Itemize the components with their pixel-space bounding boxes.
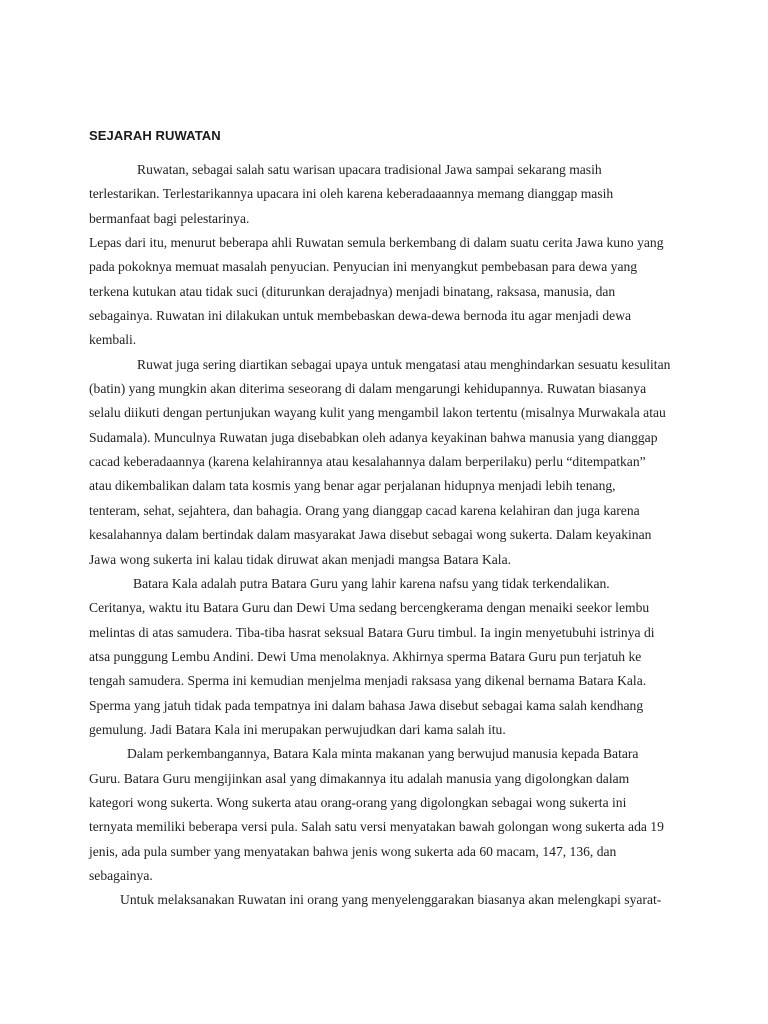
text-line: terkena kutukan atau tidak suci (diturunkan derajadnya) menjadi binatang, raksasa, manusia, dan [89, 283, 616, 299]
text-line: Sudamala). Munculnya Ruwatan juga disebabkan oleh adanya keyakinan bahwa manusia yang dianggap [89, 429, 658, 445]
text-line: kesalahannya dalam bertindak dalam masyarakat Jawa disebut sebagai wong sukerta. Dalam keyakinan [89, 527, 652, 543]
text-line: gemulung. Jadi Batara Kala ini merupakan perwujudkan dari kama salah itu. [89, 721, 506, 737]
text-line: Ceritanya, waktu itu Batara Guru dan Dewi Uma sedang bercengkerama dengan menaiki seekor lembu [89, 600, 650, 616]
text-line: atau dikembalikan dalam tata kosmis yang benar agar perjalanan hidupnya menjadi lebih tenang, [89, 478, 616, 494]
text-line: terlestarikan. Terlestarikannya upacara ini oleh karena keberadaaannya memang dianggap masih [89, 186, 614, 202]
text-line: Untuk melaksanakan Ruwatan ini orang yang menyelenggarakan biasanya akan melengkapi syarat- [120, 892, 662, 908]
text-line: Dalam perkembangannya, Batara Kala minta makanan yang berwujud manusia kepada Batara [127, 746, 639, 762]
text-line: sebagainya. Ruwatan ini dilakukan untuk membebaskan dewa-dewa bernoda itu agar menjadi dewa [89, 308, 632, 324]
text-line: Sperma yang jatuh tidak pada tempatnya ini dalam bahasa Jawa disebut sebagai kama salah kendhang [89, 697, 644, 713]
text-line: Guru. Batara Guru mengijinkan asal yang dimakannya itu adalah manusia yang digolongkan dalam [89, 770, 630, 786]
text-line: ternyata memiliki beberapa versi pula. Salah satu versi menyatakan bawah golongan wong sukerta ada 19 [89, 819, 664, 835]
document-title: SEJARAH RUWATAN [89, 128, 221, 143]
text-line: Lepas dari itu, menurut beberapa ahli Ruwatan semula berkembang di dalam suatu cerita Jawa kuno yang [89, 235, 664, 251]
text-line: jenis, ada pula sumber yang menyatakan bahwa jenis wong sukerta ada 60 macam, 147, 136, dan [89, 843, 617, 859]
text-line: sebagainya. [89, 867, 153, 883]
text-line: tenteram, sehat, sejahtera, dan bahagia. Orang yang dianggap cacad karena kelahiran dan juga karena [89, 502, 640, 518]
text-line: Batara Kala adalah putra Batara Guru yang lahir karena nafsu yang tidak terkendalikan. [133, 575, 610, 591]
text-line: tengah samudera. Sperma ini kemudian menjelma menjadi raksasa yang dikenal bernama Batara Kala. [89, 673, 647, 689]
text-line: Jawa wong sukerta ini kalau tidak diruwat akan menjadi mangsa Batara Kala. [89, 551, 512, 567]
text-line: kembali. [89, 332, 137, 348]
text-line: (batin) yang mungkin akan diterima seseorang di dalam mengarungi kehidupannya. Ruwatan biasanya [89, 381, 647, 397]
text-line: melintas di atas samudera. Tiba-tiba hasrat seksual Batara Guru timbul. Ia ingin menyetubuhi istrinya di [89, 624, 655, 640]
text-line: pada pokoknya memuat masalah penyucian. Penyucian ini menyangkut pembebasan para dewa yang [89, 259, 638, 275]
text-line: cacad keberadaannya (karena kelahirannya atau kesalahannya dalam berperilaku) perlu “ditempatkan” [89, 454, 646, 470]
text-line: Ruwatan, sebagai salah satu warisan upacara tradisional Jawa sampai sekarang masih [137, 162, 602, 177]
text-line: Ruwat juga sering diartikan sebagai upaya untuk mengatasi atau menghindarkan sesuatu kesulitan [137, 356, 671, 372]
text-line: atsa punggung Lembu Andini. Dewi Uma menolaknya. Akhirnya sperma Batara Guru pun terjatuh ke [89, 648, 642, 664]
text-line: selalu diikuti dengan pertunjukan wayang kulit yang mengambil lakon tertentu (misalnya Murwakala atau [89, 405, 666, 421]
text-line: bermanfaat bagi pelestarinya. [89, 210, 250, 226]
document-body [89, 158, 697, 913]
text-line: kategori wong sukerta. Wong sukerta atau orang-orang yang digolongkan sebagai wong sukerta ini [89, 794, 627, 810]
